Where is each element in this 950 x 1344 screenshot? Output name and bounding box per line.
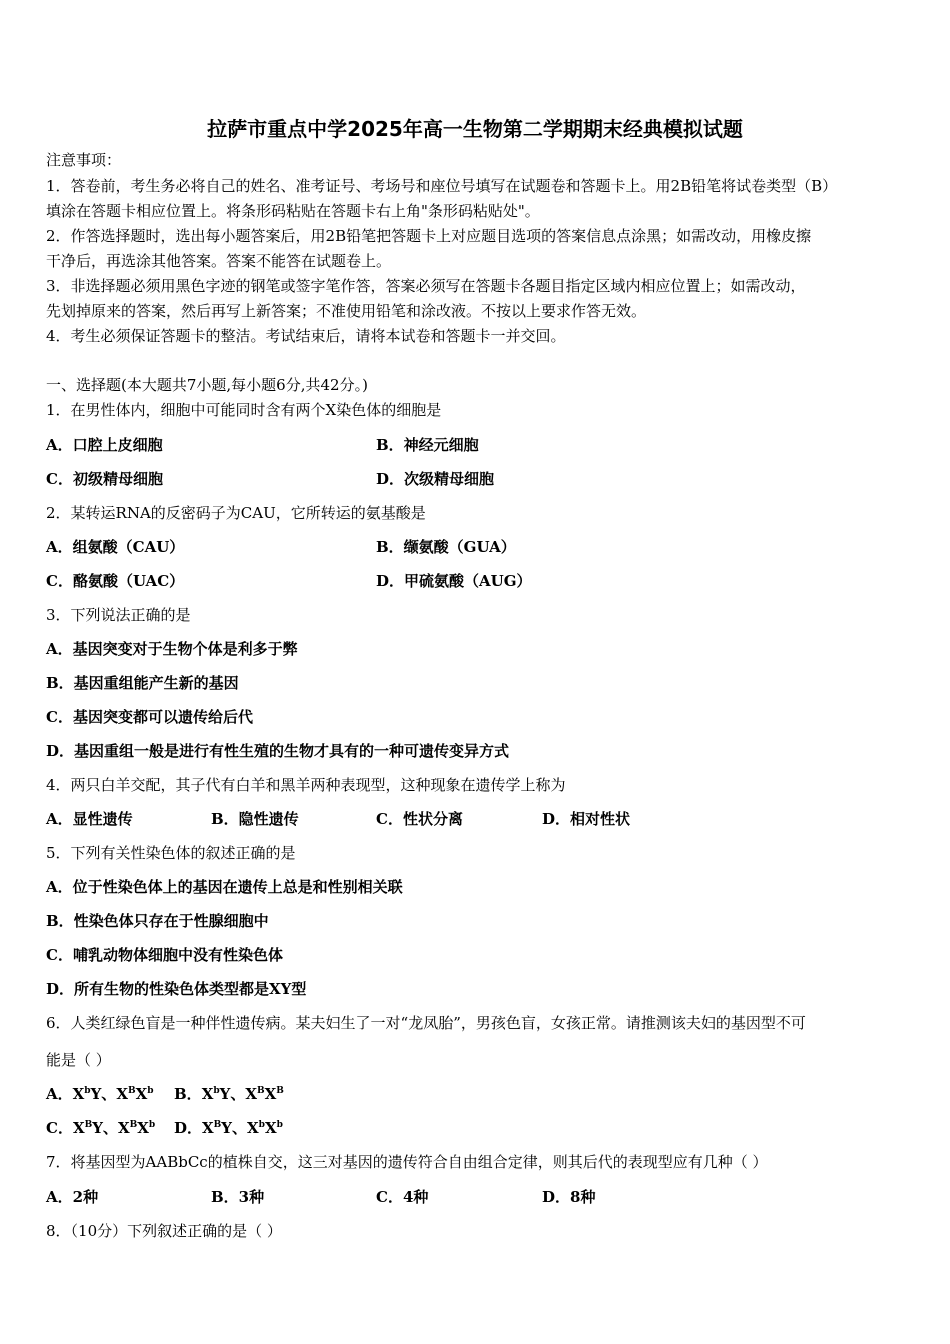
question-stem: 6．人类红绿色盲是一种伴性遗传病。某夫妇生了一对“龙凤胎”，男孩色盲，女孩正常。请推测该夫妇的基因型不可 (46, 1014, 806, 1032)
option-a: A．$X^bY$、$X^BX^b$ (46, 1085, 154, 1103)
option-c: C．酪氨酸（UAC） (46, 572, 185, 590)
question-stem: 7．将基因型为AABbCc的植株自交，这三对基因的遗传符合自由组合定律，则其后代的表现型应有几种（ ） (46, 1153, 768, 1171)
option-c: C．4种 (376, 1188, 429, 1206)
notice-line: 1．答卷前，考生务必将自己的姓名、准考证号、考场号和座位号填写在试题卷和答题卡上。用2B铅笔将试卷类型（B） (46, 177, 838, 195)
notice-line: 干净后，再选涂其他答案。答案不能答在试题卷上。 (46, 252, 392, 270)
option-c: C．哺乳动物体细胞中没有性染色体 (46, 946, 283, 964)
notice-heading: 注意事项： (46, 151, 122, 169)
option-c: C．性状分离 (376, 810, 463, 828)
question-stem: 3．下列说法正确的是 (46, 606, 191, 624)
option-a: A．2种 (46, 1188, 99, 1206)
question-stem: 2．某转运RNA的反密码子为CAU，它所转运的氨基酸是 (46, 504, 426, 522)
option-b: B．缬氨酸（GUA） (376, 538, 516, 556)
option-d: D．$X^BY$、$X^bX^b$ (174, 1119, 283, 1137)
option-d: D．相对性状 (542, 810, 631, 828)
option-b: B．神经元细胞 (376, 436, 479, 454)
option-c: C．初级精母细胞 (46, 470, 163, 488)
option-d: D．次级精母细胞 (376, 470, 495, 488)
option-d: D．所有生物的性染色体类型都是XY型 (46, 980, 307, 998)
question-stem: 8．（10分）下列叙述正确的是（ ） (46, 1222, 282, 1240)
option-c: C．基因突变都可以遗传给后代 (46, 708, 253, 726)
option-a: A．显性遗传 (46, 810, 133, 828)
option-a: A．基因突变对于生物个体是利多于弊 (46, 640, 298, 658)
option-b: B．隐性遗传 (211, 810, 299, 828)
option-a: A．口腔上皮细胞 (46, 436, 163, 454)
option-d: D．8种 (542, 1188, 596, 1206)
page-title: 拉萨市重点中学2025年高一生物第二学期期末经典模拟试题 (207, 117, 743, 141)
question-stem: 1．在男性体内，细胞中可能同时含有两个X染色体的细胞是 (46, 401, 442, 419)
option-d: D．基因重组一般是进行有性生殖的生物才具有的一种可遗传变异方式 (46, 742, 510, 760)
notice-line: 2．作答选择题时，选出每小题答案后，用2B铅笔把答题卡上对应题目选项的答案信息点涂黑；如需改动，用橡皮擦 (46, 227, 812, 245)
option-b: B．基因重组能产生新的基因 (46, 674, 239, 692)
option-a: A．位于性染色体上的基因在遗传上总是和性别相关联 (46, 878, 403, 896)
notice-line: 先划掉原来的答案，然后再写上新答案；不准使用铅笔和涂改液。不按以上要求作答无效。 (46, 302, 647, 320)
notice-line: 填涂在答题卡相应位置上。将条形码粘贴在答题卡右上角"条形码粘贴处"。 (46, 202, 540, 220)
notice-line: 4．考生必须保证答题卡的整洁。考试结束后，请将本试卷和答题卡一并交回。 (46, 327, 566, 345)
option-c: C．$X^BY$、$X^BX^b$ (46, 1119, 156, 1137)
option-b: B．3种 (211, 1188, 265, 1206)
question-stem: 4．两只白羊交配，其子代有白羊和黑羊两种表现型，这种现象在遗传学上称为 (46, 776, 566, 794)
option-b: B．性染色体只存在于性腺细胞中 (46, 912, 269, 930)
option-b: B．$X^bY$、$X^BX^B$ (174, 1085, 284, 1103)
question-stem-continued: 能是（ ） (46, 1051, 111, 1069)
option-d: D．甲硫氨酸（AUG） (376, 572, 532, 590)
notice-line: 3．非选择题必须用黑色字迹的钢笔或签字笔作答，答案必须写在答题卡各题目指定区域内相应位置上；如需改动， (46, 277, 806, 295)
question-stem: 5．下列有关性染色体的叙述正确的是 (46, 844, 296, 862)
section-heading: 一、选择题(本大题共7小题,每小题6分,共42分。) (46, 376, 368, 394)
option-a: A．组氨酸（CAU） (46, 538, 185, 556)
